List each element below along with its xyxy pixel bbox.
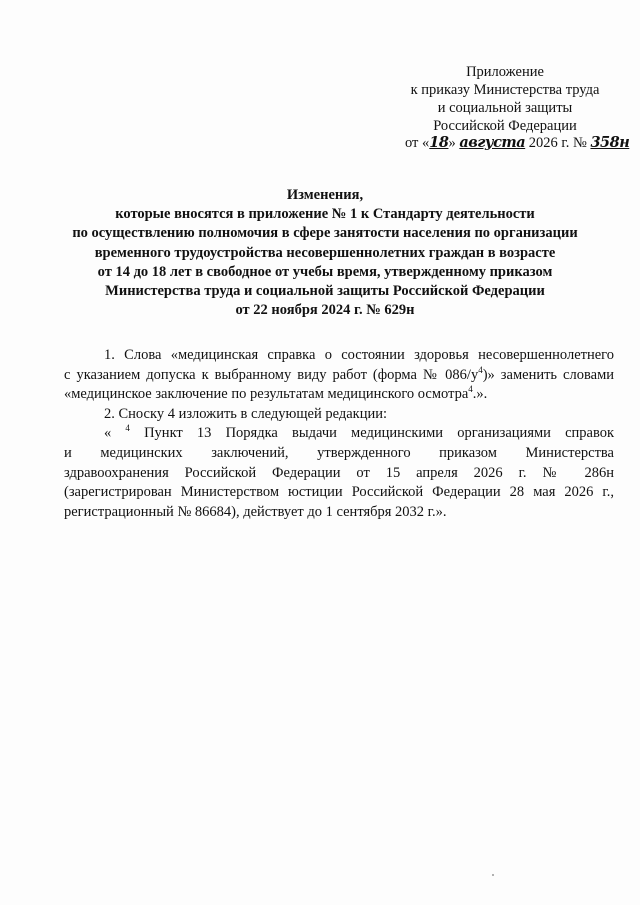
body-line: и медицинских заключений, утвержденного приказом Министерства xyxy=(64,444,614,461)
appendix-header xyxy=(395,63,615,135)
title-line: Изменения, xyxy=(286,187,364,203)
document-title xyxy=(60,186,590,320)
footnote-ref: 4 xyxy=(468,384,473,395)
text-segment: Пункт 13 Порядка выдачи медицинскими организациями справок xyxy=(129,425,615,442)
text-segment: с указанием допуска к выбранному виду работ (форма № 086/у xyxy=(64,366,479,383)
title-line: от 14 до 18 лет в свободное от учебы время, утвержденному приказом xyxy=(97,263,553,280)
body-line: (зарегистрирован Министерством юстиции Российской Федерации 28 мая 2026 г., xyxy=(64,484,614,501)
paragraph-2 xyxy=(64,405,614,425)
date-mid: » xyxy=(448,135,460,151)
footnote-ref: 4 xyxy=(478,364,483,375)
handwritten-order-number: 358н xyxy=(590,134,630,151)
title-line: по осуществлению полномочия в сфере занятости населения по организации xyxy=(72,225,578,242)
appendix-line: к приказу Министерства труда xyxy=(410,82,600,98)
body-line: 1. Слова «медицинская справка о состоянии здоровья несовершеннолетнего xyxy=(104,347,614,363)
paragraph-3 xyxy=(64,424,614,522)
title-line: временного трудоустройства несовершеннолетних граждан в возрасте xyxy=(94,244,556,261)
body-line xyxy=(64,424,614,444)
text-segment: )» заменить словами xyxy=(482,366,615,383)
handwritten-day: 18 xyxy=(429,134,449,151)
body-line: 2. Сноску 4 изложить в следующей редакции: xyxy=(104,405,388,422)
document-body xyxy=(64,346,614,522)
text-segment: «медицинское заключение по результатам медицинского осмотра xyxy=(64,386,469,403)
date-year: 2026 г. № xyxy=(525,135,591,151)
appendix-line: и социальной защиты xyxy=(437,100,573,116)
appendix-line: Российской Федерации xyxy=(433,118,577,134)
body-line: регистрационный № 86684), действует до 1 сентября 2032 г.». xyxy=(64,503,447,520)
body-line: здравоохранения Российской Федерации от 15 апреля 2026 г. № 286н xyxy=(64,464,614,481)
body-line xyxy=(64,385,614,405)
title-line: которые вносятся в приложение № 1 к Стандарту деятельности xyxy=(115,206,535,223)
text-segment: .». xyxy=(472,386,488,403)
handwritten-month: августа xyxy=(459,134,526,151)
footnote-ref: 4 xyxy=(125,423,130,434)
text-segment: « xyxy=(104,425,126,442)
paragraph-1 xyxy=(64,346,614,405)
title-line: от 22 ноября 2024 г. № 629н xyxy=(235,302,415,319)
title-line: Министерства труда и социальной защиты Российской Федерации xyxy=(105,283,545,300)
appendix-line: Приложение xyxy=(466,64,544,80)
body-line xyxy=(64,366,614,386)
date-prefix: от « xyxy=(405,135,430,151)
scan-speck xyxy=(492,874,494,876)
order-date-line xyxy=(405,133,629,153)
